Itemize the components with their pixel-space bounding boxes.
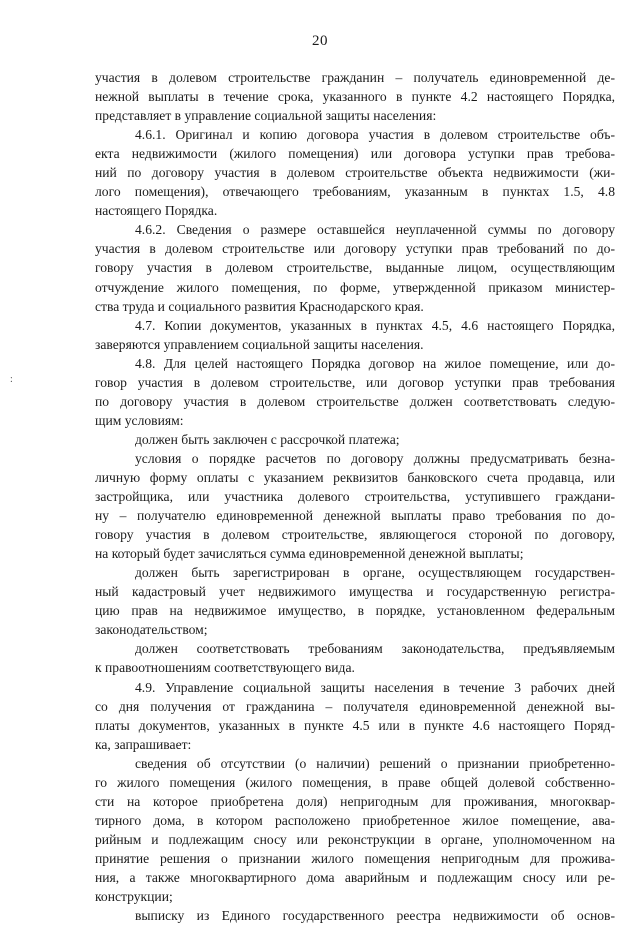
text-line: принятие решения о признании жилого помещения непригодным для прожива-	[95, 850, 615, 866]
text-line: лого помещения), отвечающего требованиям, указанным в пунктах 1.5, 4.8	[95, 184, 615, 200]
text-line: по договору участия в долевом строительстве должен соответствовать следую-	[95, 393, 615, 409]
text-line: заверяются управлением социальной защиты населения.	[95, 336, 424, 352]
page-number: 20	[312, 33, 328, 49]
text-line: представляет в управление социальной защиты населения:	[95, 108, 437, 124]
text-line: екта недвижимости (жилого помещения) или договора уступки прав требова-	[95, 146, 615, 162]
text-line: щим условиям:	[95, 412, 184, 428]
text-line: го жилого помещения (жилого помещения, в праве общей долевой собственно-	[95, 774, 615, 790]
text-line: отчуждение жилого помещения, по форме, утвержденной приказом министер-	[95, 279, 615, 295]
text-line: личную форму оплаты с указанием реквизитов банковского счета продавца, или	[95, 469, 615, 485]
text-line: говору участия в долевом строительстве, выданные лицом, осуществляющим	[95, 260, 615, 276]
text-line: сти на которое приобретена доля) непригодным для проживания, многоквар-	[95, 793, 615, 809]
body-text	[95, 68, 615, 925]
text-line: участия в долевом строительстве гражданин – получатель единовременной де-	[95, 70, 615, 85]
text-line: 4.6.2. Сведения о размере оставшейся неуплаченной суммы по договору	[135, 222, 615, 238]
text-line: ный кадастровый учет недвижимого имущества и государственную регистра-	[95, 584, 615, 600]
text-line: застройщика, или участника долевого строительства, уступившего граждани-	[95, 489, 615, 505]
text-line: говор участия в долевом строительстве, или договор уступки прав требования	[95, 374, 615, 390]
text-line: 4.9. Управление социальной защиты населения в течение 3 рабочих дней	[135, 679, 615, 695]
margin-mark: :	[10, 374, 13, 385]
text-line: нежной выплаты в течение срока, указанного в пункте 4.2 настоящего Порядка,	[95, 89, 615, 105]
text-line: со дня получения от гражданина – получателя единовременной денежной вы-	[95, 698, 615, 714]
text-line: выписку из Единого государственного реестра недвижимости об основ-	[135, 908, 615, 924]
text-line: участия в долевом строительстве или договору уступки прав требований по до-	[95, 241, 615, 257]
text-line: ка, запрашивает:	[95, 736, 192, 752]
text-line: ний по договору участия в долевом строительстве объекта недвижимости (жи-	[95, 165, 615, 181]
text-line: тирного дома, в котором расположено приобретенное жилое помещение, ава-	[95, 812, 615, 828]
text-line: рийным и подлежащим сносу или реконструкции в органе, уполномоченном на	[95, 831, 615, 847]
text-line: ну – получателю единовременной денежной выплаты право требования по до-	[95, 508, 615, 524]
text-line: 4.6.1. Оригинал и копию договора участия в долевом строительстве объ-	[135, 127, 615, 143]
text-line: ства труда и социального развития Краснодарского края.	[95, 298, 424, 314]
text-line: говору участия в долевом строительстве, являющегося стороной по договору,	[95, 527, 615, 543]
text-line: конструкции;	[95, 889, 173, 905]
text-line: условия о порядке расчетов по договору должны предусматривать безна-	[135, 450, 615, 466]
text-line: цию прав на недвижимое имущество, в порядке, установленном федеральным	[95, 603, 615, 619]
text-line: 4.8. Для целей настоящего Порядка договор на жилое помещение, или до-	[135, 355, 615, 371]
text-line: на который будет зачисляться сумма единовременной денежной выплаты;	[95, 546, 524, 562]
text-line: должен соответствовать требованиям законодательства, предъявляемым	[135, 641, 615, 657]
text-line: ния, а также многоквартирного дома аварийным и подлежащим сносу или ре-	[95, 869, 615, 885]
text-line: законодательством;	[95, 622, 208, 638]
text-line: 4.7. Копии документов, указанных в пунктах 4.5, 4.6 настоящего Порядка,	[135, 317, 615, 333]
text-line: к правоотношениям соответствующего вида.	[95, 660, 355, 676]
text-line: платы документов, указанных в пункте 4.5 или в пункте 4.6 настоящего Поряд-	[95, 717, 615, 733]
text-line: настоящего Порядка.	[95, 203, 218, 219]
text-line: сведения об отсутствии (о наличии) решений о признании приобретенно-	[135, 755, 615, 771]
text-line: должен быть зарегистрирован в органе, осуществляющем государствен-	[135, 565, 615, 581]
text-line: должен быть заключен с рассрочкой платежа;	[135, 431, 400, 447]
